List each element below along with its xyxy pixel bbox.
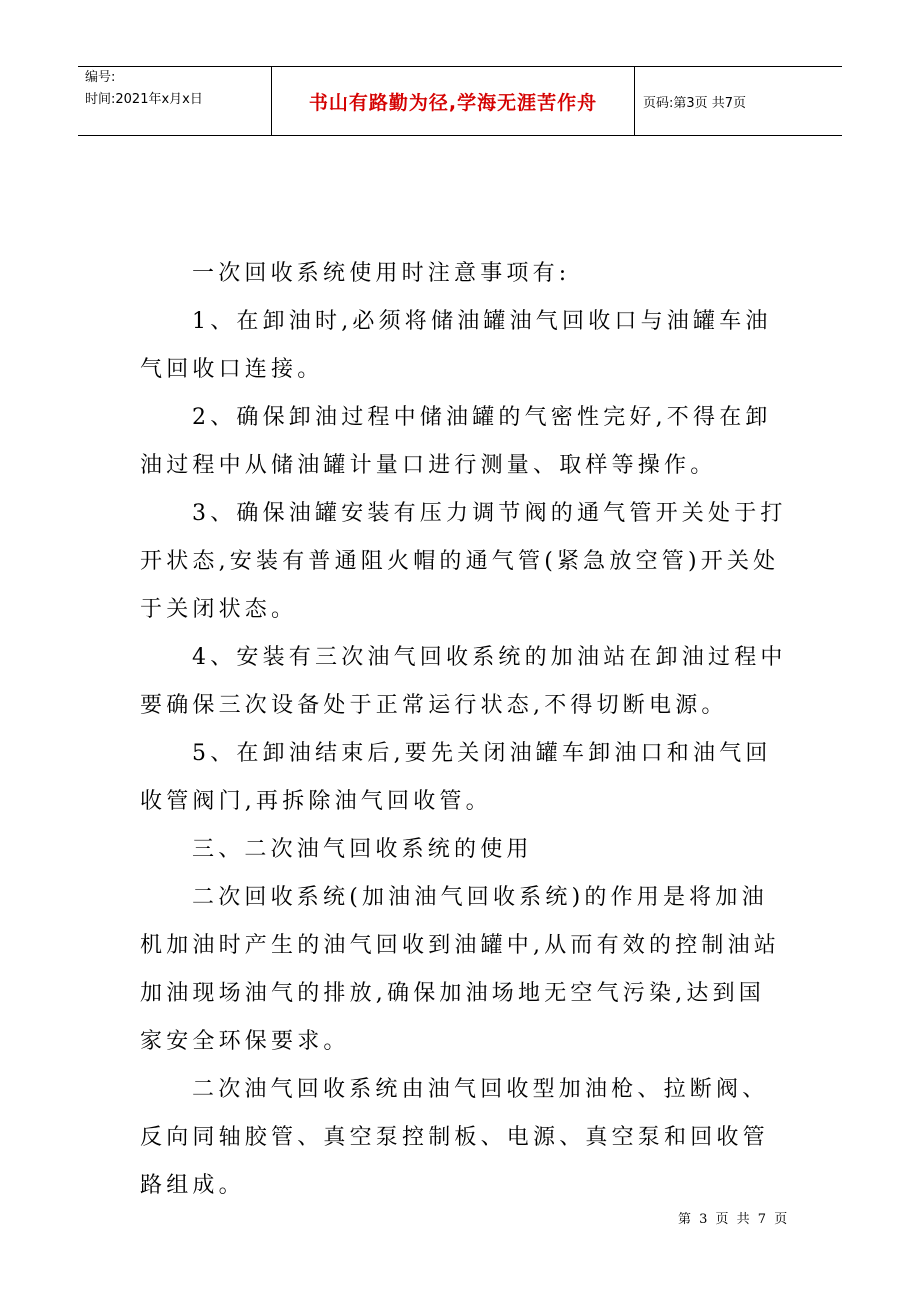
time-label: 时间:2021年x月x日 [85,92,203,107]
header-meta [78,67,272,135]
section-heading: 三、二次油气回收系统的使用 [192,837,533,862]
paragraph: 2、确保卸油过程中储油罐的气密性完好,不得在卸油过程中从储油罐计量口进行测量、取样等操作。 [140,405,772,478]
document-body [140,250,790,1210]
number-label: 编号: [85,70,116,85]
paragraph: 5、在卸油结束后,要先关闭油罐车卸油口和油气回收管阀门,再拆除油气回收管。 [140,741,772,814]
paragraph: 1、在卸油时,必须将储油罐油气回收口与油罐车油气回收口连接。 [140,309,772,382]
paragraph: 4、安装有三次油气回收系统的加油站在卸油过程中要确保三次设备处于正常运行状态,不得切断电源。 [140,645,787,718]
paragraph: 二次油气回收系统由油气回收型加油枪、拉断阀、反向同轴胶管、真空泵控制板、电源、真空泵和回收管路组成。 [140,1077,769,1198]
header-motto: 书山有路勤为径,学海无涯苦作舟 [272,67,635,135]
page-footer: 第 3 页 共 7 页 [678,1212,790,1227]
header-page-code: 页码:第3页 共7页 [643,95,747,111]
paragraph: 一次回收系统使用时注意事项有: [192,261,571,286]
paragraph: 3、确保油罐安装有压力调节阀的通气管开关处于打开状态,安装有普通阻火帽的通气管(紧急放空管)开关处于关闭状态。 [140,501,787,622]
document-header [78,66,842,136]
paragraph: 二次回收系统(加油油气回收系统)的作用是将加油机加油时产生的油气回收到油罐中,从而有效的控制油站加油现场油气的排放,确保加油场地无空气污染,达到国家安全环保要求。 [140,885,780,1054]
